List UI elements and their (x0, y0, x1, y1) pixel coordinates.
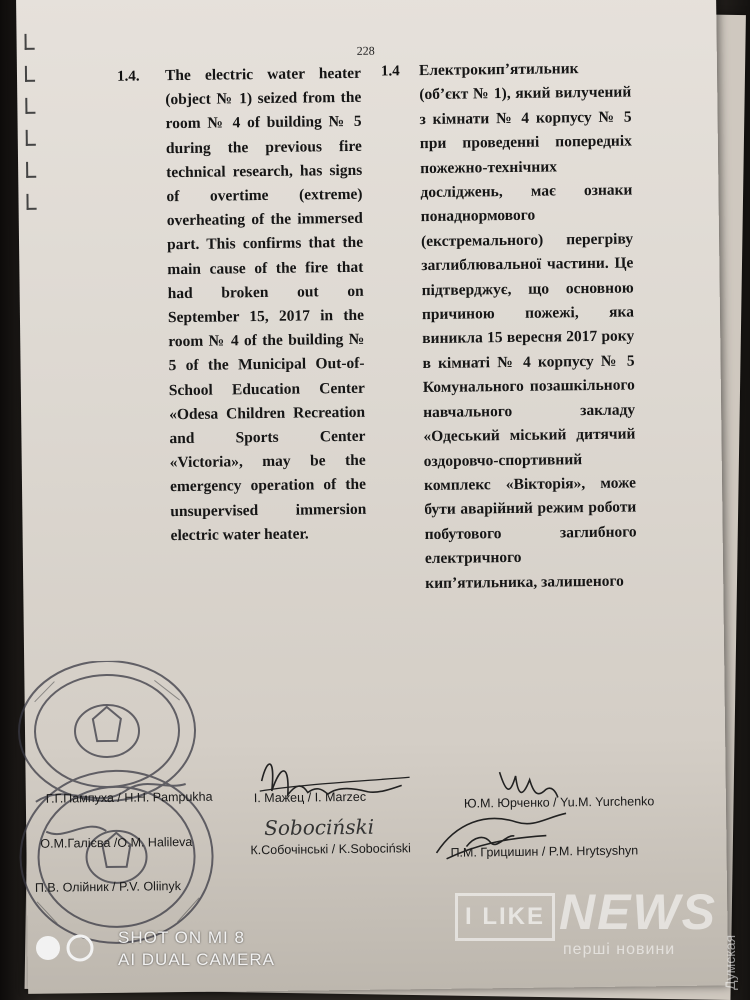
news-watermark (455, 875, 735, 975)
side-watermark: Думская (722, 934, 738, 990)
signature-hrytsyshyn: П.М. Грицишин / P.M. Hrytsyshyn (450, 843, 639, 860)
handwritten-signature-marzec (255, 749, 426, 801)
binding-marks (24, 34, 42, 234)
camera-logo-icon (34, 932, 114, 964)
sobocinski-handwriting-text: Sobociński (264, 814, 375, 841)
signature-halieva: О.М.Галієва /О.М. Halileva (40, 834, 193, 851)
ukrainian-item-number: 1.4 (380, 63, 400, 80)
news-logo-text: NEWS (559, 884, 717, 940)
signature-marzec: I. Мажец / I. Marzec (253, 789, 367, 806)
english-column (116, 62, 367, 549)
document-page (16, 0, 728, 994)
official-seal-stamp (14, 660, 228, 953)
english-item-number: 1.4. (116, 68, 140, 85)
signature-pampukha: Г.Г.Пампуха / H.H. Pampukha (45, 789, 213, 806)
handwritten-signature-sobocinski (262, 809, 402, 847)
handwritten-signature-hrytsyshyn (426, 807, 587, 869)
signature-sobocinski: К.Собочінські / K.Sobociński (250, 841, 412, 858)
camera-watermark-line2: AI DUAL CAMERA (118, 950, 275, 969)
camera-watermark-line1: SHOT ON MI 8 (118, 928, 245, 947)
handwritten-signature-yurchenko (493, 761, 564, 806)
news-like-box: I LIKE (455, 893, 555, 941)
signature-yurchenko: Ю.М. Юрченко / Yu.M. Yurchenko (463, 794, 655, 811)
ukrainian-paragraph: Електрокип’ятильник (об’єкт № 1), який вилучений з кімнати № 4 корпусу № 5 при проведенні попередніх пожежно-технічних досліджень, має ознаки понаднормового (екстремального) перегріву заглиблювальної частини. Це підтверджує, що основною причиною пожежі, яка виникла 15 вересня 2017 року в кімнаті № 4 корпусу № 5 Комунального позашкільного навчального закладу «Одеський міський дитячий оздоровчо-спортивний комплекс «Вікторія», може бути аварійний режим роботи побутового заглибного електричного кип’ятильника, залишеного (418, 60, 637, 592)
page-number: 228 (356, 43, 375, 58)
ukrainian-column (380, 56, 638, 596)
news-subtitle: перші новини (563, 941, 676, 958)
signature-oliinyk: П.В. Олійник / P.V. Oliinyk (34, 879, 181, 895)
english-paragraph: The electric water heater (object № 1) seized from the room № 4 of building № 5 during the previous fire technical research, has signs of overtime (extreme) overheating of the immersed part. This confirms that the main cause of the fire that had broken out on September 15, 2017 in the room № 4 of the building № 5 of the Municipal Out-of-School Education Center «Odesa Children Recreation and Sports Center «Victoria», may be the emergency operation of the unsupervised immersion electric water heater. (164, 64, 367, 545)
